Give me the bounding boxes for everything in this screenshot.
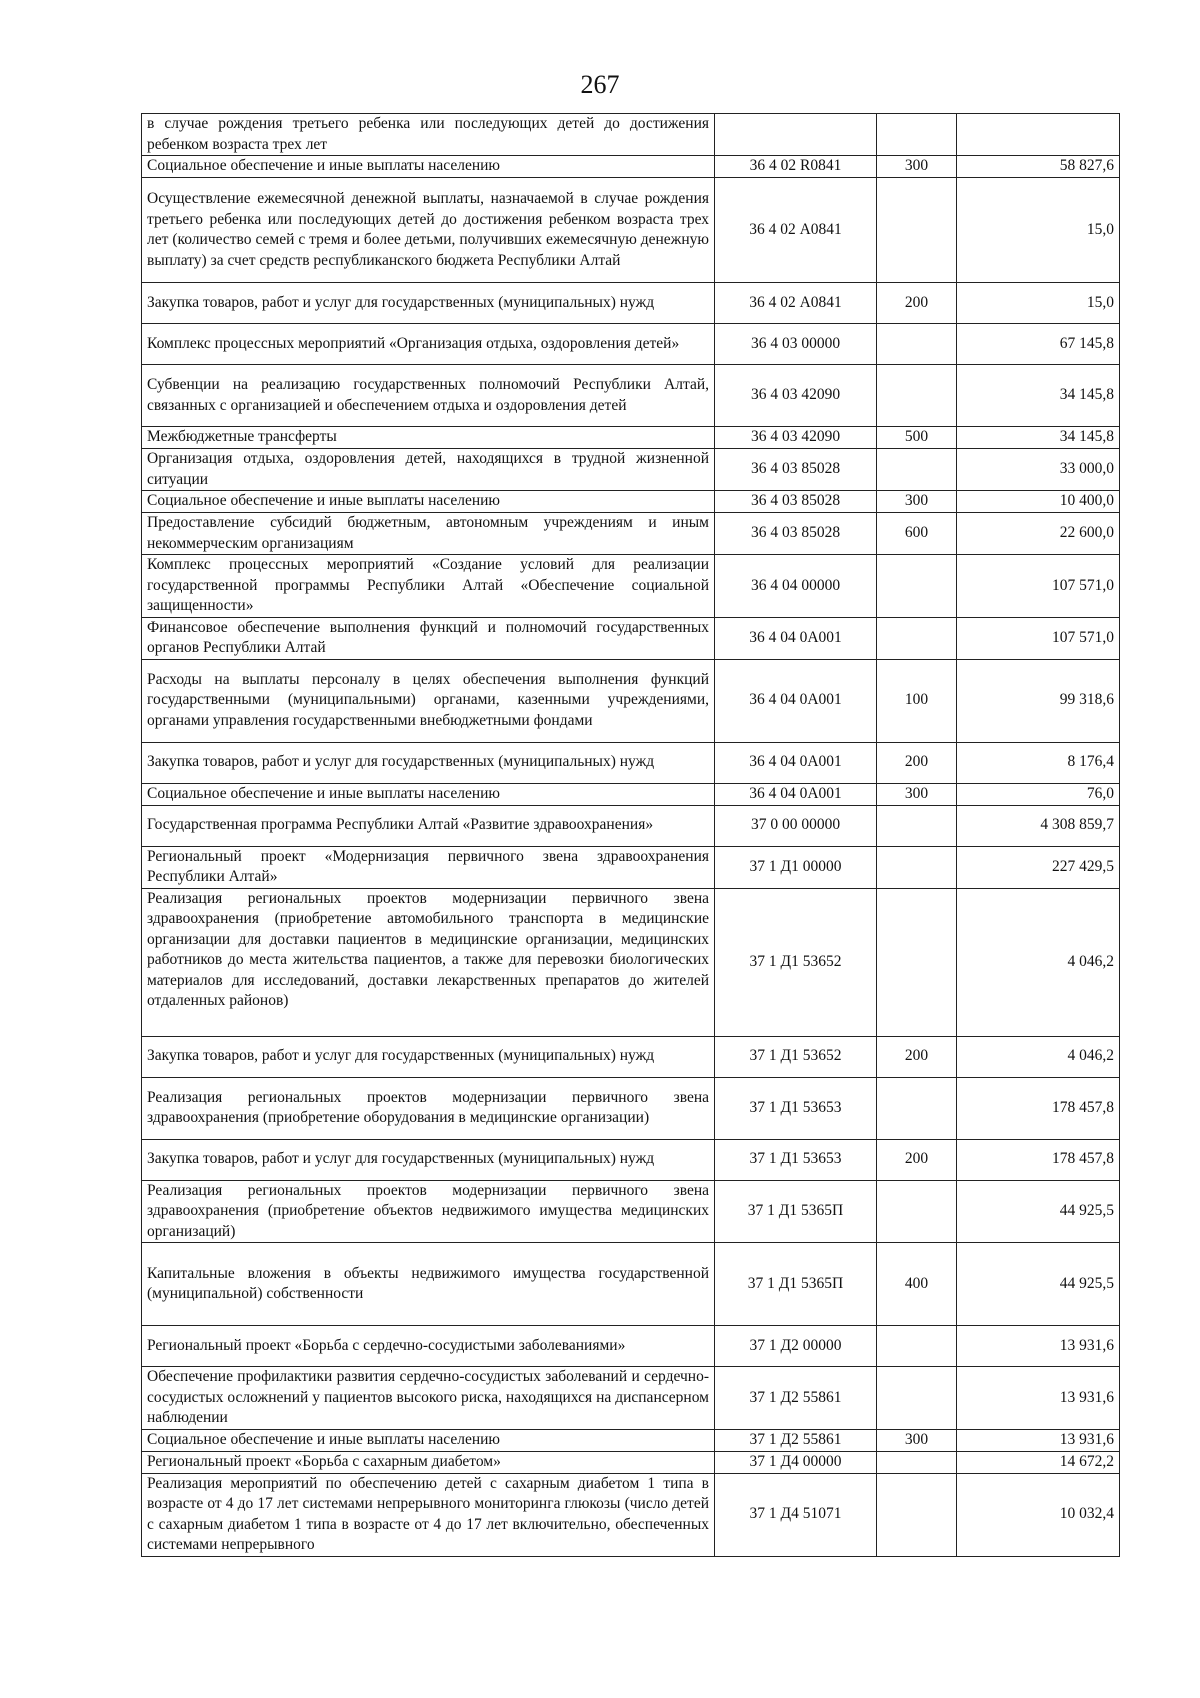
table-row — [142, 846, 1120, 888]
row-description: Государственная программа Республики Алтай «Развитие здравоохранения» — [142, 805, 715, 846]
row-description: Закупка товаров, работ и услуг для государственных (муниципальных) нужд — [142, 283, 715, 324]
row-target-code: 36 4 03 85028 — [715, 449, 877, 491]
row-expense-type: 300 — [877, 156, 957, 178]
row-target-code: 36 4 04 0А001 — [715, 783, 877, 805]
row-expense-type — [877, 114, 957, 156]
row-amount: 8 176,4 — [957, 742, 1120, 783]
row-expense-type: 200 — [877, 1139, 957, 1180]
row-target-code: 36 4 02 А0841 — [715, 178, 877, 283]
row-description: Реализация мероприятий по обеспечению детей с сахарным диабетом 1 типа в возрасте от 4 до 17 лет системами непрерывного мониторинга глюкозы (число детей с сахарным диабетом 1 типа в возрасте от 4 до 17 лет включительно, обеспеченных системами непрерывного — [142, 1473, 715, 1556]
row-amount — [957, 114, 1120, 156]
table-row — [142, 365, 1120, 427]
table-row — [142, 1243, 1120, 1326]
row-target-code: 36 4 03 85028 — [715, 513, 877, 555]
table-row — [142, 1473, 1120, 1556]
row-description: в случае рождения третьего ребенка или последующих детей до достижения ребенком возраста трех лет — [142, 114, 715, 156]
row-target-code: 37 1 Д1 53652 — [715, 888, 877, 1036]
row-amount: 10 032,4 — [957, 1473, 1120, 1556]
row-target-code: 36 4 02 А0841 — [715, 283, 877, 324]
row-description: Социальное обеспечение и иные выплаты населению — [142, 491, 715, 513]
table-row — [142, 513, 1120, 555]
row-expense-type: 300 — [877, 783, 957, 805]
row-expense-type: 500 — [877, 427, 957, 449]
row-target-code: 36 4 04 0А001 — [715, 617, 877, 659]
budget-table-body — [142, 114, 1120, 1557]
table-row — [142, 1077, 1120, 1139]
row-description: Реализация региональных проектов модернизации первичного звена здравоохранения (приобретение объектов недвижимого имущества медицинских организаций) — [142, 1180, 715, 1243]
row-description: Предоставление субсидий бюджетным, автономным учреждениям и иным некоммерческим организациям — [142, 513, 715, 555]
table-row — [142, 742, 1120, 783]
row-amount: 44 925,5 — [957, 1180, 1120, 1243]
row-description: Региональный проект «Борьба с сердечно-сосудистыми заболеваниями» — [142, 1326, 715, 1367]
table-row — [142, 449, 1120, 491]
table-row — [142, 1451, 1120, 1473]
row-amount: 13 931,6 — [957, 1429, 1120, 1451]
row-description: Социальное обеспечение и иные выплаты населению — [142, 1429, 715, 1451]
row-target-code: 37 1 Д2 55861 — [715, 1429, 877, 1451]
row-target-code: 36 4 04 00000 — [715, 555, 877, 618]
row-description: Комплекс процессных мероприятий «Организация отдыха, оздоровления детей» — [142, 324, 715, 365]
row-amount: 76,0 — [957, 783, 1120, 805]
row-expense-type — [877, 846, 957, 888]
table-row — [142, 555, 1120, 618]
row-amount: 44 925,5 — [957, 1243, 1120, 1326]
row-description: Реализация региональных проектов модернизации первичного звена здравоохранения (приобретение оборудования в медицинские организации) — [142, 1077, 715, 1139]
row-expense-type — [877, 449, 957, 491]
table-row — [142, 283, 1120, 324]
row-target-code: 36 4 04 0А001 — [715, 659, 877, 742]
row-expense-type — [877, 805, 957, 846]
table-row — [142, 1180, 1120, 1243]
row-expense-type — [877, 617, 957, 659]
row-target-code: 36 4 03 42090 — [715, 427, 877, 449]
row-amount: 13 931,6 — [957, 1367, 1120, 1430]
row-expense-type — [877, 1451, 957, 1473]
row-description: Организация отдыха, оздоровления детей, находящихся в трудной жизненной ситуации — [142, 449, 715, 491]
row-amount: 15,0 — [957, 283, 1120, 324]
page-number: 267 — [580, 70, 620, 99]
row-expense-type: 100 — [877, 659, 957, 742]
table-row — [142, 1326, 1120, 1367]
row-target-code: 37 1 Д4 00000 — [715, 1451, 877, 1473]
budget-table — [141, 113, 1120, 1557]
row-amount: 14 672,2 — [957, 1451, 1120, 1473]
row-description: Расходы на выплаты персоналу в целях обеспечения выполнения функций государственными (муниципальными) органами, казенными учреждениями, органами управления государственными внебюджетными фондами — [142, 659, 715, 742]
row-expense-type: 200 — [877, 283, 957, 324]
row-target-code: 36 4 03 00000 — [715, 324, 877, 365]
row-description: Социальное обеспечение и иные выплаты населению — [142, 783, 715, 805]
table-row — [142, 1429, 1120, 1451]
row-amount: 107 571,0 — [957, 555, 1120, 618]
row-expense-type: 300 — [877, 1429, 957, 1451]
table-row — [142, 156, 1120, 178]
row-amount: 178 457,8 — [957, 1139, 1120, 1180]
row-description: Комплекс процессных мероприятий «Создание условий для реализации государственной программы Республики Алтай «Обеспечение социальной защищенности» — [142, 555, 715, 618]
row-target-code: 37 1 Д1 53652 — [715, 1036, 877, 1077]
row-expense-type: 600 — [877, 513, 957, 555]
row-target-code: 37 1 Д1 53653 — [715, 1077, 877, 1139]
row-expense-type: 200 — [877, 1036, 957, 1077]
row-expense-type — [877, 1326, 957, 1367]
row-amount: 58 827,6 — [957, 156, 1120, 178]
table-row — [142, 427, 1120, 449]
row-description: Реализация региональных проектов модернизации первичного звена здравоохранения (приобретение автомобильного транспорта в медицинские организации для доставки пациентов в медицинские организации, медицинских работников до места жительства пациентов, а также для перевозки биологических материалов для исследований, доставки лекарственных препаратов до жителей отдаленных районов) — [142, 888, 715, 1036]
row-expense-type — [877, 1367, 957, 1430]
row-target-code: 36 4 03 42090 — [715, 365, 877, 427]
row-description: Финансовое обеспечение выполнения функций и полномочий государственных органов Республики Алтай — [142, 617, 715, 659]
table-row — [142, 783, 1120, 805]
row-target-code: 37 0 00 00000 — [715, 805, 877, 846]
row-expense-type — [877, 1473, 957, 1556]
row-description: Осуществление ежемесячной денежной выплаты, назначаемой в случае рождения третьего ребенка или последующих детей до достижения ребенком возраста трех лет (количество семей с тремя и более детьми, получивших ежемесячную денежную выплату) за счет средств республиканского бюджета Республики Алтай — [142, 178, 715, 283]
table-row — [142, 888, 1120, 1036]
row-expense-type — [877, 1077, 957, 1139]
row-amount: 22 600,0 — [957, 513, 1120, 555]
row-expense-type — [877, 365, 957, 427]
table-row — [142, 178, 1120, 283]
row-amount: 13 931,6 — [957, 1326, 1120, 1367]
row-target-code: 37 1 Д2 00000 — [715, 1326, 877, 1367]
row-description: Межбюджетные трансферты — [142, 427, 715, 449]
row-target-code: 37 1 Д1 00000 — [715, 846, 877, 888]
row-target-code: 37 1 Д1 5365П — [715, 1243, 877, 1326]
row-expense-type: 200 — [877, 742, 957, 783]
row-expense-type — [877, 178, 957, 283]
row-expense-type — [877, 555, 957, 618]
table-row — [142, 617, 1120, 659]
table-row — [142, 491, 1120, 513]
row-target-code: 36 4 04 0А001 — [715, 742, 877, 783]
row-target-code: 37 1 Д4 51071 — [715, 1473, 877, 1556]
row-description: Обеспечение профилактики развития сердечно-сосудистых заболеваний и сердечно-сосудистых осложнений у пациентов высокого риска, находящихся на диспансерном наблюдении — [142, 1367, 715, 1430]
row-description: Закупка товаров, работ и услуг для государственных (муниципальных) нужд — [142, 742, 715, 783]
row-description: Закупка товаров, работ и услуг для государственных (муниципальных) нужд — [142, 1036, 715, 1077]
row-expense-type — [877, 888, 957, 1036]
row-target-code — [715, 114, 877, 156]
row-description: Субвенции на реализацию государственных полномочий Республики Алтай, связанных с организацией и обеспечением отдыха и оздоровления детей — [142, 365, 715, 427]
row-amount: 15,0 — [957, 178, 1120, 283]
row-description: Социальное обеспечение и иные выплаты населению — [142, 156, 715, 178]
table-row — [142, 659, 1120, 742]
row-target-code: 37 1 Д1 53653 — [715, 1139, 877, 1180]
row-amount: 227 429,5 — [957, 846, 1120, 888]
row-amount: 178 457,8 — [957, 1077, 1120, 1139]
row-amount: 67 145,8 — [957, 324, 1120, 365]
row-amount: 34 145,8 — [957, 427, 1120, 449]
row-amount: 33 000,0 — [957, 449, 1120, 491]
row-description: Закупка товаров, работ и услуг для государственных (муниципальных) нужд — [142, 1139, 715, 1180]
row-target-code: 36 4 03 85028 — [715, 491, 877, 513]
row-amount: 99 318,6 — [957, 659, 1120, 742]
row-description: Региональный проект «Модернизация первичного звена здравоохранения Республики Алтай» — [142, 846, 715, 888]
table-row — [142, 1367, 1120, 1430]
table-row — [142, 324, 1120, 365]
row-description: Капитальные вложения в объекты недвижимого имущества государственной (муниципальной) собственности — [142, 1243, 715, 1326]
row-target-code: 36 4 02 R0841 — [715, 156, 877, 178]
table-row — [142, 1036, 1120, 1077]
row-amount: 107 571,0 — [957, 617, 1120, 659]
row-amount: 4 046,2 — [957, 1036, 1120, 1077]
row-expense-type — [877, 1180, 957, 1243]
row-amount: 10 400,0 — [957, 491, 1120, 513]
row-target-code: 37 1 Д1 5365П — [715, 1180, 877, 1243]
row-expense-type — [877, 324, 957, 365]
row-amount: 4 046,2 — [957, 888, 1120, 1036]
row-target-code: 37 1 Д2 55861 — [715, 1367, 877, 1430]
row-expense-type: 400 — [877, 1243, 957, 1326]
row-description: Региональный проект «Борьба с сахарным диабетом» — [142, 1451, 715, 1473]
row-amount: 34 145,8 — [957, 365, 1120, 427]
table-row — [142, 805, 1120, 846]
row-amount: 4 308 859,7 — [957, 805, 1120, 846]
table-row — [142, 114, 1120, 156]
table-row — [142, 1139, 1120, 1180]
row-expense-type: 300 — [877, 491, 957, 513]
